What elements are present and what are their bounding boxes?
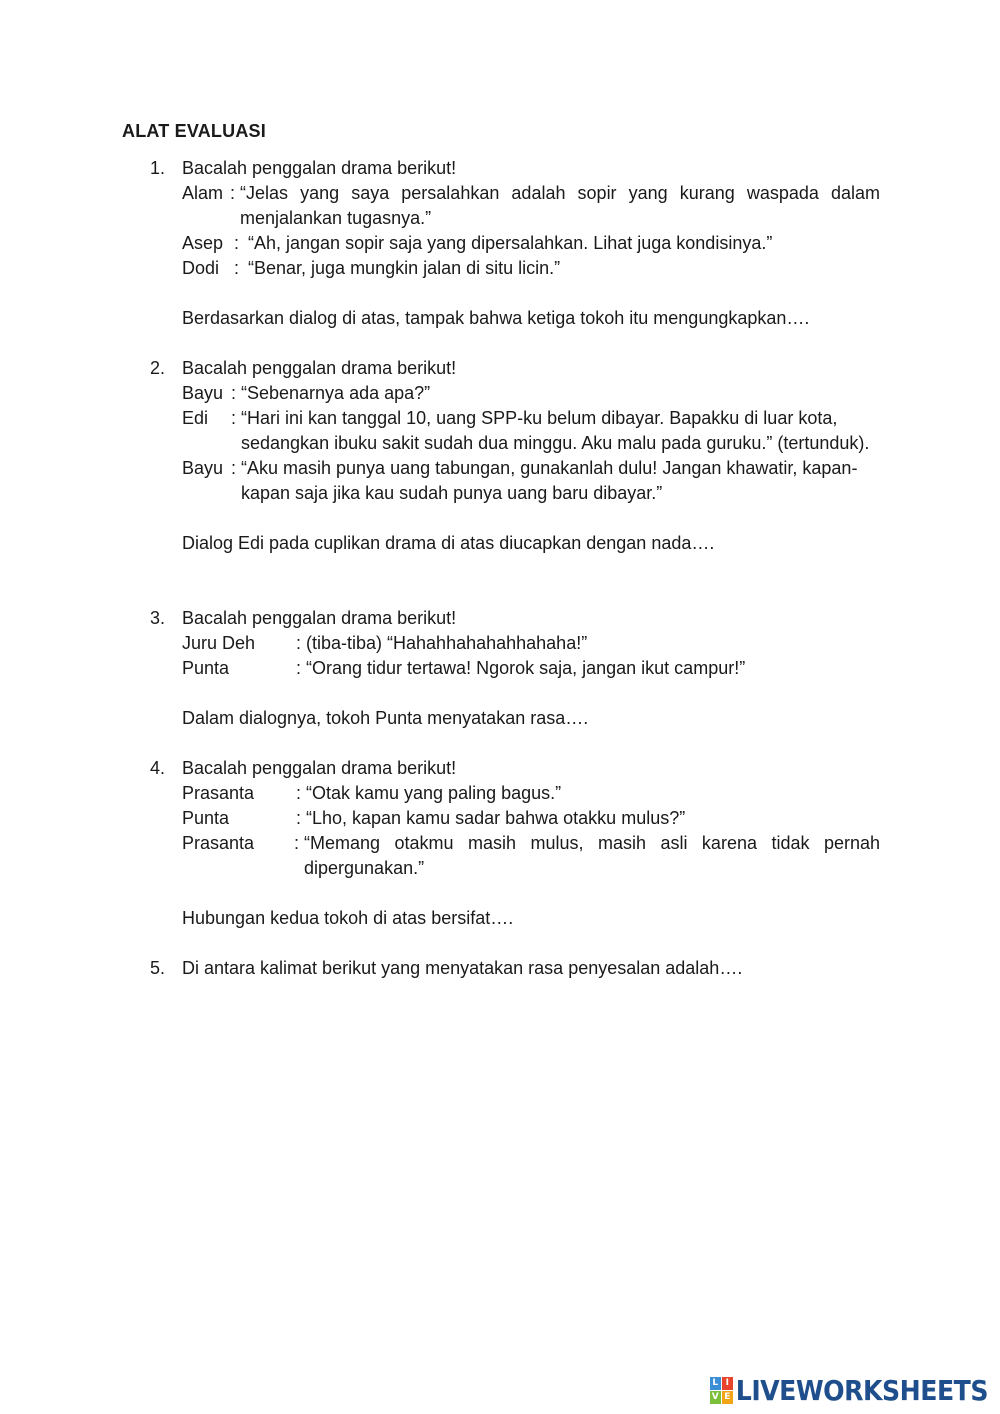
dialog-line [182,406,880,456]
question-intro: Bacalah penggalan drama berikut! [182,158,457,178]
speaker: Edi [182,408,209,428]
dialog-line [182,231,880,256]
question-5 [150,956,880,981]
colon: : [234,233,240,253]
dialog-text: (tiba-tiba) “Hahahhahahahhahaha!” [306,633,588,653]
colon: : [296,633,302,653]
speaker: Dodi [182,258,220,278]
dialog-text: “Benar, juga mungkin jalan di situ licin.” [248,258,561,278]
question-number: 3. [150,608,166,628]
colon: : [234,258,240,278]
question-1 [150,156,880,331]
speaker: Prasanta [182,833,255,853]
question-text: Hubungan kedua tokoh di atas bersifat…. [182,908,514,928]
dialog-line [182,781,880,806]
speaker: Punta [182,808,230,828]
dialog-line [182,381,880,406]
question-intro: Bacalah penggalan drama berikut! [182,608,457,628]
question-number: 2. [150,358,166,378]
question-text: Dalam dialognya, tokoh Punta menyatakan rasa…. [182,708,589,728]
question-intro: Bacalah penggalan drama berikut! [182,358,457,378]
question-text: Dialog Edi pada cuplikan drama di atas diucapkan dengan nada…. [182,533,715,553]
colon: : [231,458,237,478]
page-title: ALAT EVALUASI [122,121,266,141]
question-number: 4. [150,758,166,778]
speaker: Punta [182,658,230,678]
dialog-text: “Ah, jangan sopir saja yang dipersalahkan. Lihat juga kondisinya.” [248,233,773,253]
logo-letter-e: E [722,1391,733,1404]
logo-letter-l: L [710,1377,721,1390]
liveworksheets-logo [710,1374,988,1406]
question-text: Berdasarkan dialog di atas, tampak bahwa ketiga tokoh itu mengungkapkan…. [182,308,810,328]
dialog-text: “Jelas yang saya persalahkan adalah sopir yang kurang waspada dalam menjalankan tugasnya.” [240,183,880,228]
dialog-text: “Sebenarnya ada apa?” [241,383,431,403]
question-number: 1. [150,158,166,178]
speaker: Bayu [182,458,224,478]
speaker: Prasanta [182,783,255,803]
colon: : [296,783,302,803]
question-2 [150,356,880,556]
dialog-text: “Hari ini kan tanggal 10, uang SPP-ku belum dibayar. Bapakku di luar kota, sedangkan ibuku sakit sudah dua minggu. Aku malu pada guruku.” (tertunduk). [241,408,870,453]
logo-letter-i: I [722,1377,733,1390]
dialog-text: “Otak kamu yang paling bagus.” [306,783,562,803]
dialog-line [182,456,880,506]
logo-text: LIVEWORKSHEETS [735,1373,988,1407]
speaker: Bayu [182,383,224,403]
question-4 [150,756,880,931]
question-3 [150,606,880,731]
dialog-line [182,631,880,656]
question-intro: Di antara kalimat berikut yang menyatakan rasa penyesalan adalah…. [182,958,743,978]
colon: : [231,383,237,403]
speaker: Alam [182,183,224,203]
colon: : [231,408,237,428]
dialog-text: “Orang tidur tertawa! Ngorok saja, jangan ikut campur!” [306,658,746,678]
dialog-line [182,256,880,281]
dialog-text: “Aku masih punya uang tabungan, gunakanlah dulu! Jangan khawatir, kapan-kapan saja jika kau sudah punya uang baru dibayar.” [241,458,858,503]
logo-mark-icon [710,1377,733,1404]
colon: : [296,808,302,828]
speaker: Juru Deh [182,633,256,653]
colon: : [230,183,236,203]
colon: : [296,658,302,678]
question-number: 5. [150,958,166,978]
dialog-text: “Lho, kapan kamu sadar bahwa otakku mulus?” [306,808,686,828]
dialog-text: “Memang otakmu masih mulus, masih asli karena tidak pernah dipergunakan.” [304,833,880,878]
logo-letter-v: V [710,1391,721,1404]
colon: : [294,833,300,853]
dialog-line [182,831,880,881]
question-intro: Bacalah penggalan drama berikut! [182,758,457,778]
dialog-line [182,806,880,831]
dialog-line [182,656,880,681]
speaker: Asep [182,233,224,253]
dialog-line [182,181,880,231]
